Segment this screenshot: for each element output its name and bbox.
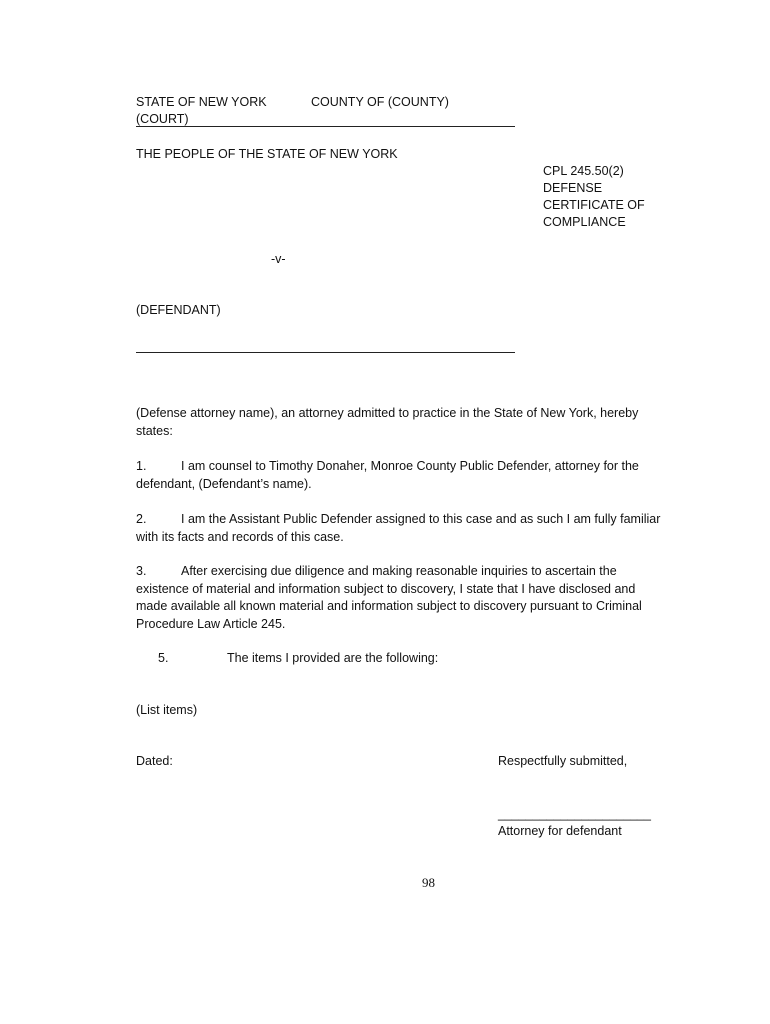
paragraph-text: I am counsel to Timothy Donaher, Monroe County Public Defender, attorney for the defendant, (Defendant’s name). [136, 459, 639, 491]
county-label: COUNTY OF (COUNTY) [311, 95, 449, 109]
paragraph-3 [136, 563, 666, 633]
page-number: 98 [422, 875, 435, 890]
defendant-label: (DEFENDANT) [136, 303, 221, 317]
versus-label: -v- [271, 252, 286, 266]
paragraph-number: 3. [136, 564, 147, 578]
dated-label: Dated: [136, 754, 173, 768]
paragraph-text: After exercising due diligence and making reasonable inquiries to ascertain the existence of material and information subject to discovery, I state that I have disclosed and made available all known material and information subject to discovery pursuant to Criminal Procedure Law Article 245. [136, 564, 642, 631]
people-label: THE PEOPLE OF THE STATE OF NEW YORK [136, 147, 398, 161]
title-line-1: CPL 245.50(2) [543, 164, 624, 178]
paragraph-1 [136, 458, 666, 493]
paragraph-number: 2. [136, 512, 147, 526]
caption-rule-bottom [136, 352, 515, 353]
paragraph-5-number: 5. [158, 651, 169, 665]
intro-paragraph: (Defense attorney name), an attorney admitted to practice in the State of New York, hereby states: [136, 406, 639, 438]
signature-label: Attorney for defendant [498, 824, 622, 838]
state-label: STATE OF NEW YORK [136, 95, 267, 109]
paragraph-2 [136, 511, 666, 546]
court-label: (COURT) [136, 112, 189, 126]
caption-rule-top [136, 126, 515, 127]
title-line-2: DEFENSE [543, 181, 603, 195]
paragraph-text: I am the Assistant Public Defender assigned to this case and as such I am fully familiar with its facts and records of this case. [136, 512, 661, 544]
signature-line: ______________________ [498, 807, 651, 821]
title-line-3: CERTIFICATE OF [543, 198, 645, 212]
title-line-4: COMPLIANCE [543, 215, 626, 229]
paragraph-5-text: The items I provided are the following: [227, 651, 439, 665]
closing-label: Respectfully submitted, [498, 754, 628, 768]
paragraph-number: 1. [136, 459, 147, 473]
list-items-placeholder: (List items) [136, 703, 198, 717]
